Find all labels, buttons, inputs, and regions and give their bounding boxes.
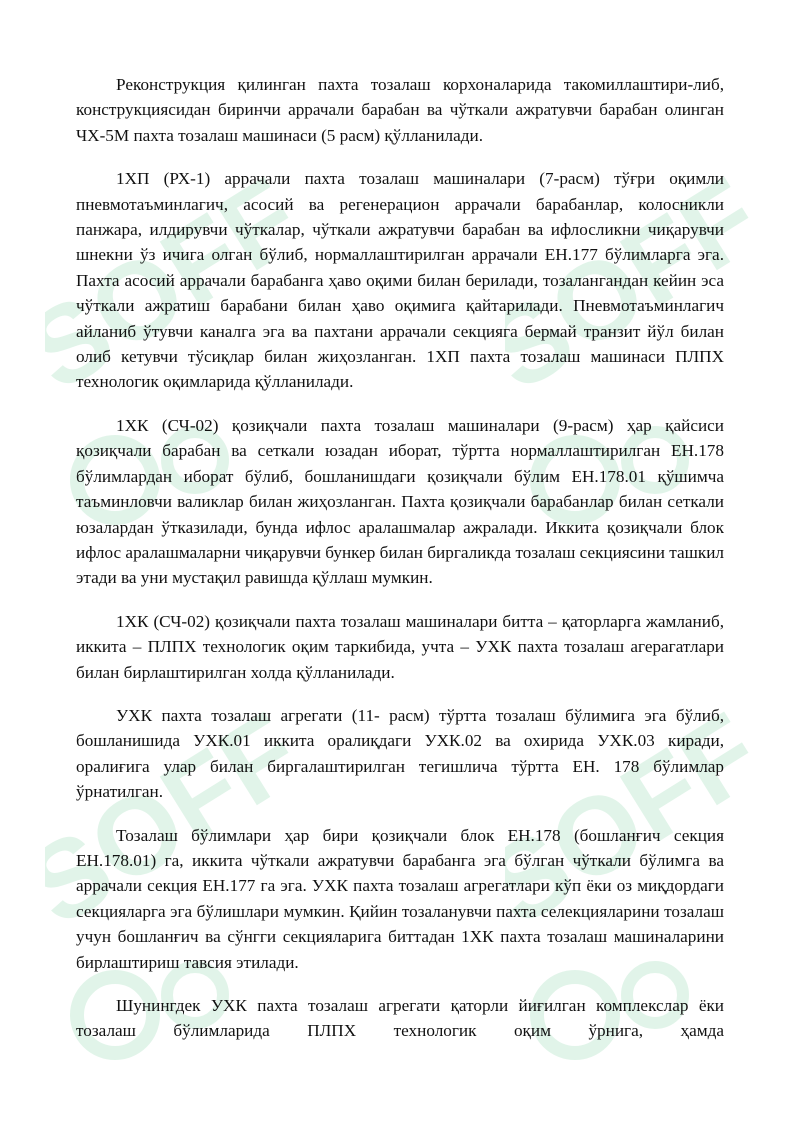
watermark-text: SOFF xyxy=(505,154,755,415)
watermark-text: SOFF xyxy=(45,154,295,415)
paragraph-3: 1ХК (СЧ-02) қозиқчали пахта тозалаш машиналари (9-расм) ҳар қайсиси қозиқчали барабан ва сеткали юзадан иборат, тўртта нормаллаштирилган ЕН.178 бўлимлардан иборат бўлиб, бошланишдаги қозиқчали бўлим ЕН.178.01 қўшимча таъминловчи валиклар билан жиҳозланган. Пахта қозиқчали барабанлар билан сеткали юзалардан ўтказилади, бунда ифлос аралашмалар ажралади. Иккита қозиқчали блок ифлос аралашмаларни чиқарувчи бункер билан биргаликда тозалаш секциясини ташкил этади ва уни мустақил равишда қўллаш мумкин. xyxy=(76,415,724,588)
paragraph-7: Шунингдек УХК пахта тозалаш агрегати қаторли йиғилган комплекслар ёки тозалаш бўлимларида ПЛПХ технологик оқим ўрнига, ҳамда xyxy=(76,996,724,1041)
paragraph-4: 1ХК (СЧ-02) қозиқчали пахта тозалаш машиналари битта – қаторларга жамланиб, иккита – ПЛПХ технологик оқим таркибида, учта – УХК пахта тозалаш агерагатлари билан бирлаштирилган холда қўлланилади. xyxy=(76,611,724,682)
paragraph-5: УХК пахта тозалаш агрегати (11- расм) тўртта тозалаш бўлимига эга бўлиб, бошланишида УХК.01 иккита оралиқдаги УХК.02 ва охирида УХК.03 киради, оралиғига улар билан биргалаштирилган тегишлича тўртта ЕН. 178 бўлимлар ўрнатилган. xyxy=(76,705,724,802)
watermark-text: SOFF xyxy=(45,689,295,950)
document-body xyxy=(76,72,724,1044)
paragraph-1: Реконструкция қилинган пахта тозалаш корхоналарида такомиллаштири-либ, конструкциясидан биринчи аррачали барабан ва чўткали ажратувчи барабан олинган ЧХ-5М пахта тозалаш машинаси (5 расм) қўлланилади. xyxy=(76,75,724,145)
watermark-text: SOFF xyxy=(505,689,755,950)
paragraph-2: 1ХП (РХ-1) аррачали пахта тозалаш машиналари (7-расм) тўғри оқимли пневмотаъминлагич, асосий ва регенерацион аррачали барабанлар, колосникли панжара, илдирувчи чўткалар, чўткали ажратувчи барабан ва ифлосликни чиқарувчи шнекни ўз ичига олган бўлиб, нормаллаштирилган аррачали ЕН.177 бўлимларга эга. Пахта асосий аррачали барабанга ҳаво оқими билан берилади, тозалангандан кейин эса чўткали ажратиш барабани билан ҳаво оқимига қайтарилади. Пневмотаъминлагич айланиб ўтувчи каналга эга ва пахтани аррачали секцияга бермай транзит йўл билан олиб кетувчи тўсиқлар билан жиҳозланган. 1ХП пахта тозалаш машинаси ПЛПХ технологик оқимларида қўлланилади. xyxy=(76,169,724,392)
paragraph-6: Тозалаш бўлимлари ҳар бири қозиқчали блок ЕН.178 (бошланғич секция ЕН.178.01) га, иккита чўткали ажратувчи барабанга эга бўлган чўткали бўлимга ва аррачали секция ЕН.177 га эга. УХК пахта тозалаш агрегатлари кўп ёки оз миқдордаги секцияларга эга бўлишлари мумкин. Қийин тозаланувчи пахта селекцияларини тозалаш учун бошланғич ва сўнгги секцияларига биттадан 1ХК пахта тозалаш машиналарини бирлаштириш тавсия этилади. xyxy=(76,825,724,972)
